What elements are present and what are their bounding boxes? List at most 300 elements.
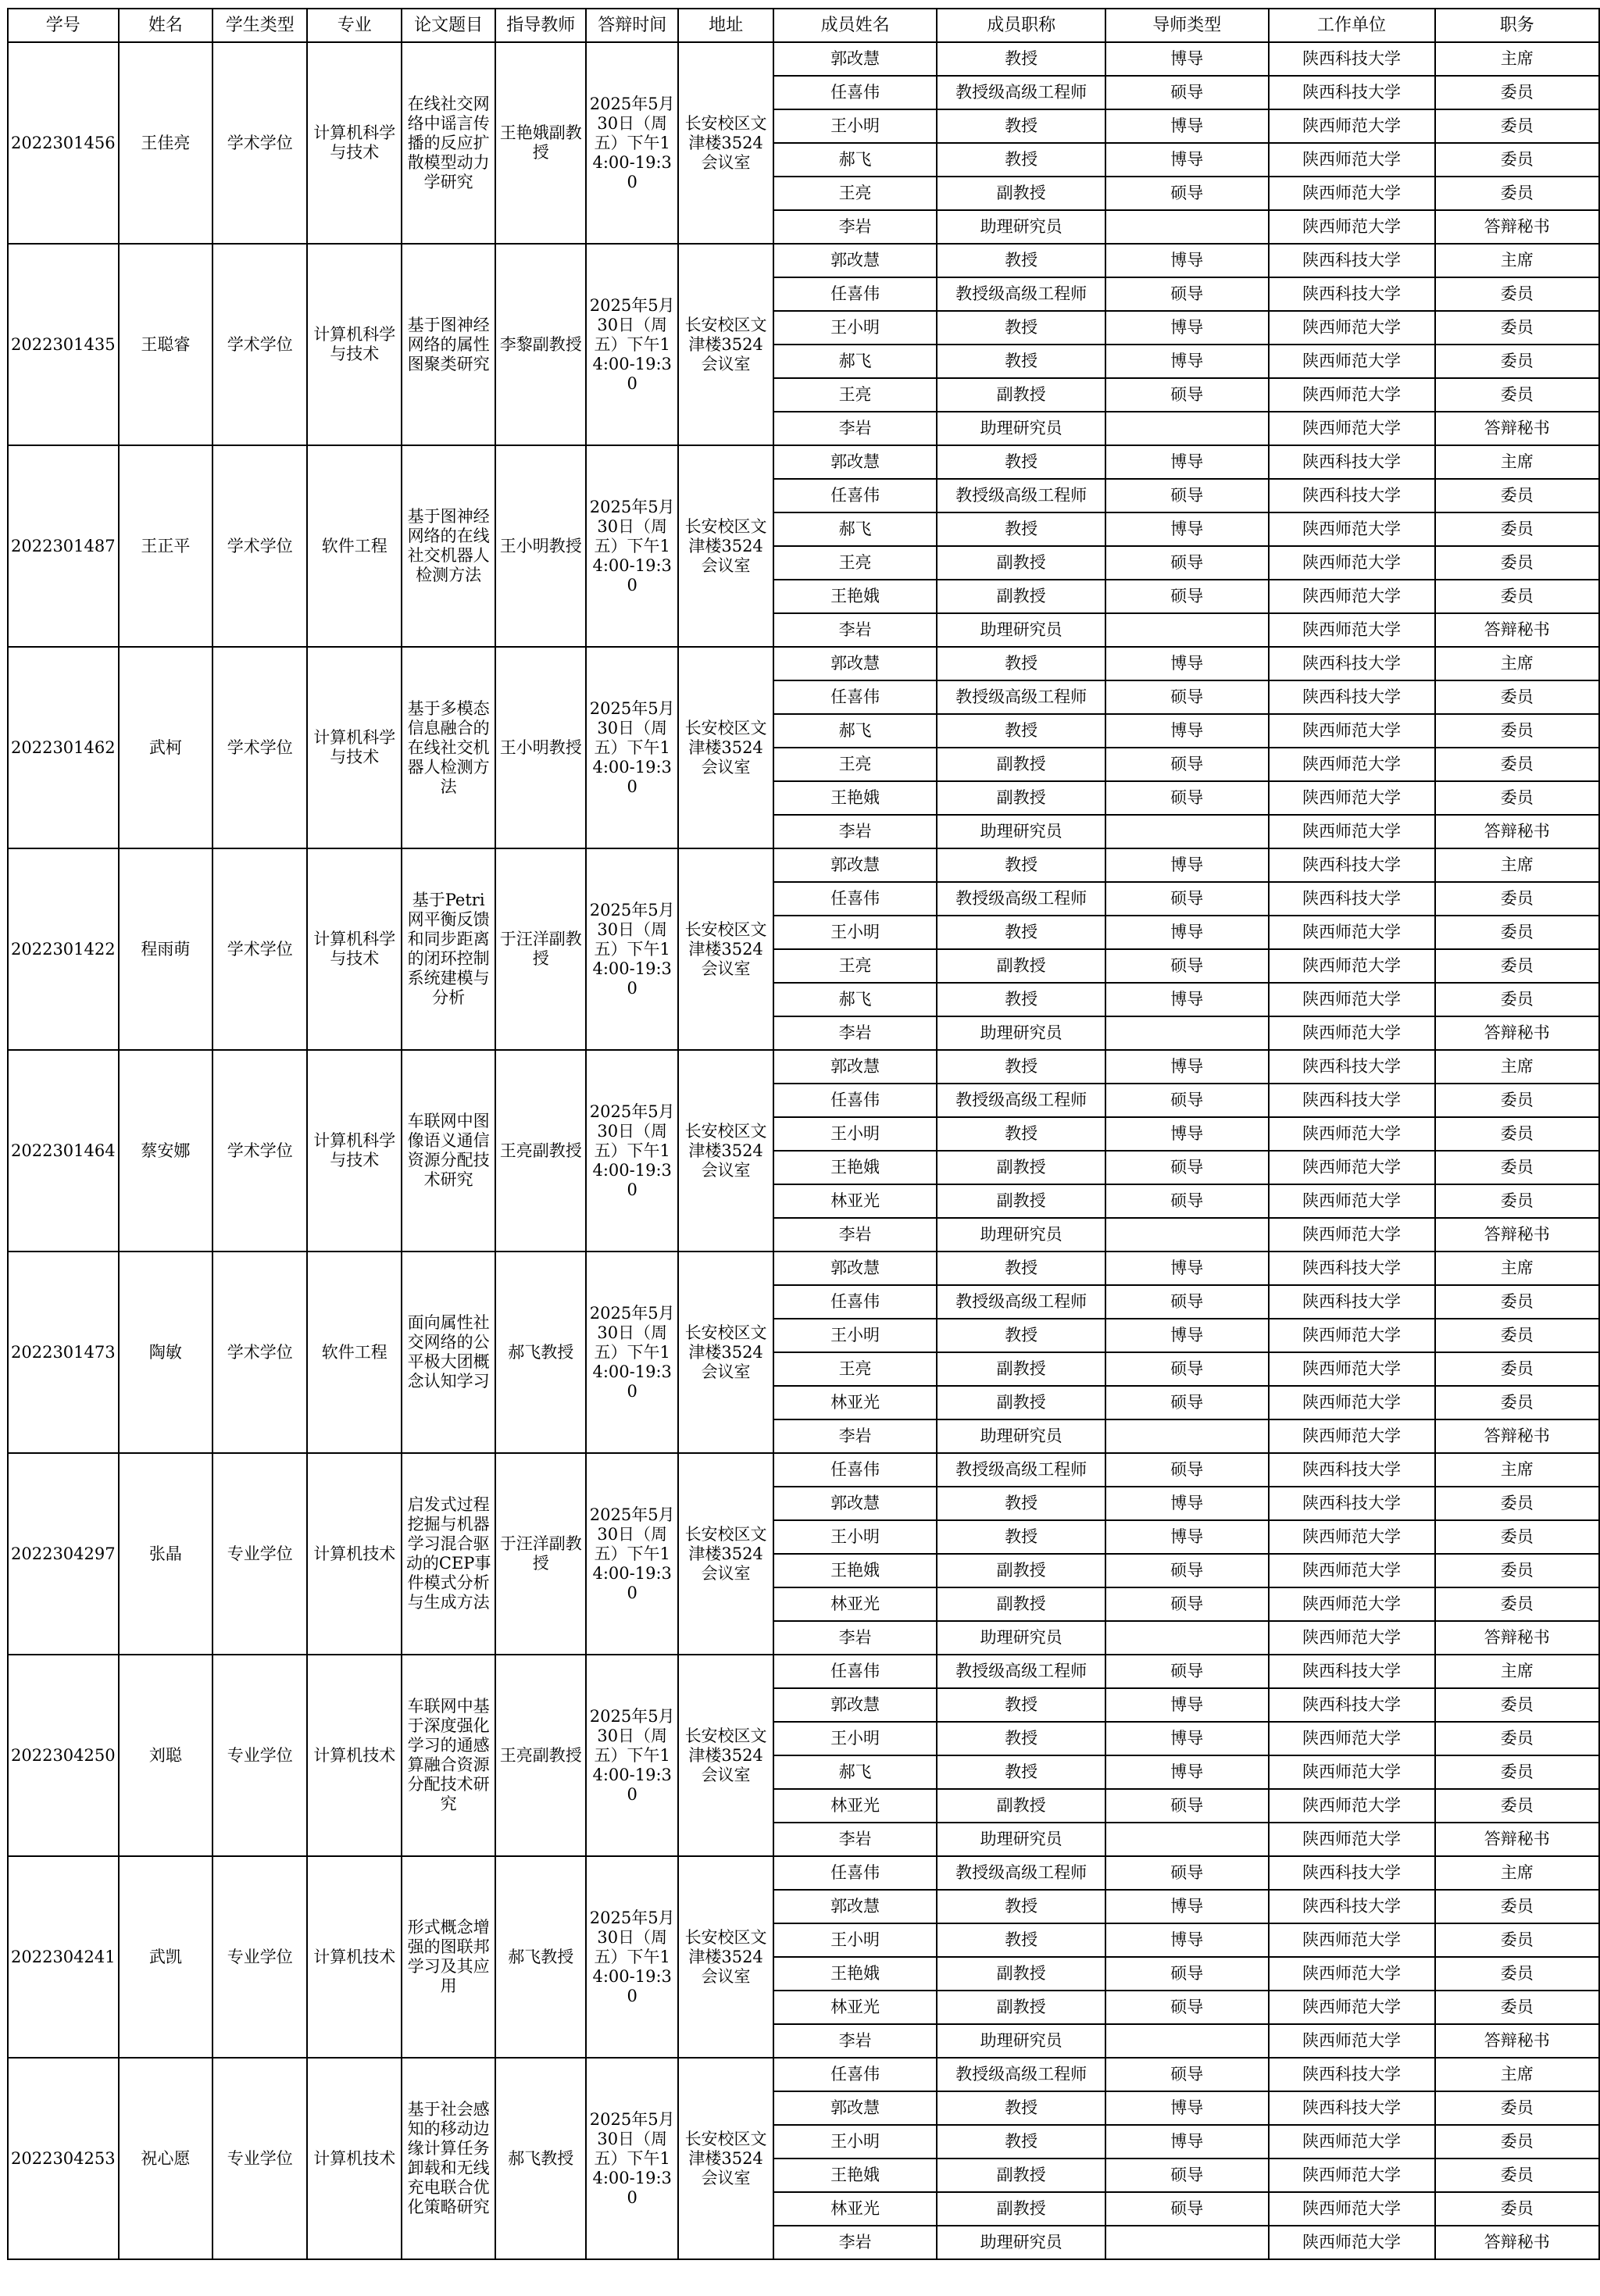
member-rank-cell: 教授 (937, 42, 1105, 76)
member-rank-cell: 教授级高级工程师 (937, 1285, 1105, 1319)
member-rank-cell: 副教授 (937, 1151, 1105, 1184)
advisor-cell: 王亮副教授 (495, 1050, 586, 1252)
member-rank-cell: 教授 (937, 1722, 1105, 1755)
member-rank-cell: 助理研究员 (937, 815, 1105, 848)
work-unit-cell: 陕西师范大学 (1269, 1419, 1435, 1453)
member-role-cell: 委员 (1435, 2159, 1599, 2192)
major-cell: 计算机科学与技术 (307, 848, 401, 1050)
tutor-type-cell: 硕导 (1105, 680, 1269, 714)
member-name-cell: 李岩 (773, 613, 938, 647)
tutor-type-cell: 硕导 (1105, 177, 1269, 210)
member-rank-cell: 教授 (937, 1252, 1105, 1285)
member-rank-cell: 教授 (937, 916, 1105, 949)
student-name-cell: 蔡安娜 (119, 1050, 212, 1252)
defense-time-cell: 2025年5月30日（周五）下午14:00-19:30 (586, 1453, 678, 1655)
student-id-cell: 2022304241 (8, 1856, 119, 2058)
defense-time-cell: 2025年5月30日（周五）下午14:00-19:30 (586, 42, 678, 244)
tutor-type-cell (1105, 1218, 1269, 1252)
student-name-cell: 武柯 (119, 647, 212, 848)
member-rank-cell: 助理研究员 (937, 2024, 1105, 2058)
student-name-cell: 王聪睿 (119, 244, 212, 445)
member-name-cell: 王艳娥 (773, 2159, 938, 2192)
student-row (8, 2058, 1599, 2091)
member-rank-cell: 教授级高级工程师 (937, 277, 1105, 311)
member-role-cell: 委员 (1435, 378, 1599, 412)
work-unit-cell: 陕西科技大学 (1269, 76, 1435, 109)
work-unit-cell: 陕西师范大学 (1269, 580, 1435, 613)
member-role-cell: 答辩秘书 (1435, 2226, 1599, 2259)
work-unit-cell: 陕西科技大学 (1269, 1050, 1435, 1084)
advisor-cell: 郝飞教授 (495, 1856, 586, 2058)
student-name-cell: 张晶 (119, 1453, 212, 1655)
member-role-cell: 委员 (1435, 1789, 1599, 1823)
member-name-cell: 王小明 (773, 1722, 938, 1755)
major-cell: 计算机科学与技术 (307, 647, 401, 848)
advisor-cell: 王小明教授 (495, 647, 586, 848)
major-cell: 计算机科学与技术 (307, 1050, 401, 1252)
thesis-title-cell: 车联网中图像语义通信资源分配技术研究 (402, 1050, 495, 1252)
student-row (8, 1050, 1599, 1084)
header-tutor-type: 导师类型 (1105, 9, 1269, 42)
address-cell: 长安校区文津楼3524会议室 (678, 647, 773, 848)
member-rank-cell: 副教授 (937, 2159, 1105, 2192)
member-role-cell: 委员 (1435, 1151, 1599, 1184)
thesis-title-cell: 面向属性社交网络的公平极大团概念认知学习 (402, 1252, 495, 1453)
member-rank-cell: 教授 (937, 647, 1105, 680)
member-role-cell: 答辩秘书 (1435, 1621, 1599, 1655)
member-rank-cell: 教授 (937, 1117, 1105, 1151)
header-row (8, 9, 1599, 42)
member-role-cell: 委员 (1435, 714, 1599, 748)
tutor-type-cell: 博导 (1105, 143, 1269, 177)
student-row (8, 244, 1599, 277)
member-name-cell: 任喜伟 (773, 1856, 938, 1890)
tutor-type-cell: 博导 (1105, 2091, 1269, 2125)
member-name-cell: 李岩 (773, 412, 938, 445)
tutor-type-cell (1105, 2226, 1269, 2259)
member-rank-cell: 助理研究员 (937, 1218, 1105, 1252)
tutor-type-cell: 硕导 (1105, 479, 1269, 512)
student-row (8, 1655, 1599, 1688)
student-id-cell: 2022301487 (8, 445, 119, 647)
work-unit-cell: 陕西师范大学 (1269, 1554, 1435, 1587)
work-unit-cell: 陕西师范大学 (1269, 1823, 1435, 1856)
member-name-cell: 郭改慧 (773, 1890, 938, 1923)
tutor-type-cell: 博导 (1105, 647, 1269, 680)
tutor-type-cell: 硕导 (1105, 76, 1269, 109)
member-rank-cell: 教授 (937, 1520, 1105, 1554)
member-rank-cell: 教授 (937, 1755, 1105, 1789)
student-type-cell: 学术学位 (212, 1252, 307, 1453)
member-name-cell: 李岩 (773, 1016, 938, 1050)
work-unit-cell: 陕西师范大学 (1269, 1923, 1435, 1957)
student-row (8, 647, 1599, 680)
schedule-body (8, 42, 1599, 2259)
tutor-type-cell: 博导 (1105, 1755, 1269, 1789)
work-unit-cell: 陕西科技大学 (1269, 1890, 1435, 1923)
member-name-cell: 任喜伟 (773, 76, 938, 109)
tutor-type-cell (1105, 1016, 1269, 1050)
member-name-cell: 王艳娥 (773, 1151, 938, 1184)
work-unit-cell: 陕西科技大学 (1269, 848, 1435, 882)
member-rank-cell: 教授级高级工程师 (937, 882, 1105, 916)
member-rank-cell: 助理研究员 (937, 1419, 1105, 1453)
work-unit-cell: 陕西师范大学 (1269, 2125, 1435, 2159)
member-name-cell: 郭改慧 (773, 1688, 938, 1722)
advisor-cell: 于汪洋副教授 (495, 1453, 586, 1655)
member-rank-cell: 副教授 (937, 949, 1105, 983)
tutor-type-cell: 硕导 (1105, 2058, 1269, 2091)
header-role: 职务 (1435, 9, 1599, 42)
member-role-cell: 委员 (1435, 1319, 1599, 1352)
member-rank-cell: 副教授 (937, 781, 1105, 815)
tutor-type-cell: 硕导 (1105, 1554, 1269, 1587)
tutor-type-cell: 硕导 (1105, 378, 1269, 412)
member-rank-cell: 教授级高级工程师 (937, 680, 1105, 714)
member-role-cell: 主席 (1435, 445, 1599, 479)
major-cell: 计算机技术 (307, 1856, 401, 2058)
work-unit-cell: 陕西师范大学 (1269, 1520, 1435, 1554)
defense-time-cell: 2025年5月30日（周五）下午14:00-19:30 (586, 647, 678, 848)
member-role-cell: 主席 (1435, 1252, 1599, 1285)
member-rank-cell: 副教授 (937, 177, 1105, 210)
work-unit-cell: 陕西科技大学 (1269, 2058, 1435, 2091)
member-role-cell: 委员 (1435, 277, 1599, 311)
tutor-type-cell: 硕导 (1105, 1386, 1269, 1419)
tutor-type-cell: 博导 (1105, 1050, 1269, 1084)
member-role-cell: 委员 (1435, 1084, 1599, 1117)
header-work-unit: 工作单位 (1269, 9, 1435, 42)
work-unit-cell: 陕西师范大学 (1269, 1319, 1435, 1352)
member-name-cell: 王亮 (773, 177, 938, 210)
tutor-type-cell (1105, 613, 1269, 647)
work-unit-cell: 陕西师范大学 (1269, 2024, 1435, 2058)
member-name-cell: 李岩 (773, 2024, 938, 2058)
member-role-cell: 委员 (1435, 1890, 1599, 1923)
member-role-cell: 委员 (1435, 1184, 1599, 1218)
work-unit-cell: 陕西师范大学 (1269, 714, 1435, 748)
work-unit-cell: 陕西师范大学 (1269, 1755, 1435, 1789)
member-name-cell: 郭改慧 (773, 1050, 938, 1084)
work-unit-cell: 陕西师范大学 (1269, 512, 1435, 546)
member-role-cell: 委员 (1435, 1722, 1599, 1755)
work-unit-cell: 陕西师范大学 (1269, 1117, 1435, 1151)
work-unit-cell: 陕西师范大学 (1269, 345, 1435, 378)
member-name-cell: 任喜伟 (773, 479, 938, 512)
member-name-cell: 林亚光 (773, 1991, 938, 2024)
member-name-cell: 任喜伟 (773, 1084, 938, 1117)
thesis-title-cell: 基于社会感知的移动边缘计算任务卸载和无线充电联合优化策略研究 (402, 2058, 495, 2259)
student-type-cell: 专业学位 (212, 1655, 307, 1856)
defense-time-cell: 2025年5月30日（周五）下午14:00-19:30 (586, 1050, 678, 1252)
member-name-cell: 王亮 (773, 378, 938, 412)
tutor-type-cell: 博导 (1105, 916, 1269, 949)
work-unit-cell: 陕西师范大学 (1269, 378, 1435, 412)
tutor-type-cell: 博导 (1105, 1923, 1269, 1957)
member-role-cell: 主席 (1435, 2058, 1599, 2091)
member-role-cell: 主席 (1435, 1655, 1599, 1688)
tutor-type-cell: 硕导 (1105, 1856, 1269, 1890)
member-rank-cell: 副教授 (937, 1587, 1105, 1621)
work-unit-cell: 陕西师范大学 (1269, 949, 1435, 983)
member-rank-cell: 教授 (937, 714, 1105, 748)
work-unit-cell: 陕西师范大学 (1269, 916, 1435, 949)
student-row (8, 1453, 1599, 1487)
member-role-cell: 委员 (1435, 781, 1599, 815)
member-name-cell: 林亚光 (773, 2192, 938, 2226)
tutor-type-cell: 硕导 (1105, 1352, 1269, 1386)
member-name-cell: 郝飞 (773, 345, 938, 378)
tutor-type-cell: 硕导 (1105, 2159, 1269, 2192)
advisor-cell: 王艳娥副教授 (495, 42, 586, 244)
member-rank-cell: 副教授 (937, 1554, 1105, 1587)
tutor-type-cell: 硕导 (1105, 546, 1269, 580)
member-name-cell: 林亚光 (773, 1587, 938, 1621)
header-name: 姓名 (119, 9, 212, 42)
member-name-cell: 李岩 (773, 1218, 938, 1252)
member-role-cell: 委员 (1435, 680, 1599, 714)
address-cell: 长安校区文津楼3524会议室 (678, 1856, 773, 2058)
thesis-title-cell: 启发式过程挖掘与机器学习混合驱动的CEP事件模式分析与生成方法 (402, 1453, 495, 1655)
work-unit-cell: 陕西科技大学 (1269, 1688, 1435, 1722)
member-role-cell: 主席 (1435, 848, 1599, 882)
work-unit-cell: 陕西师范大学 (1269, 1621, 1435, 1655)
work-unit-cell: 陕西科技大学 (1269, 2091, 1435, 2125)
header-defense-time: 答辩时间 (586, 9, 678, 42)
tutor-type-cell: 硕导 (1105, 1184, 1269, 1218)
work-unit-cell: 陕西师范大学 (1269, 143, 1435, 177)
work-unit-cell: 陕西师范大学 (1269, 1587, 1435, 1621)
defense-time-cell: 2025年5月30日（周五）下午14:00-19:30 (586, 1655, 678, 1856)
tutor-type-cell (1105, 2024, 1269, 2058)
student-row (8, 445, 1599, 479)
work-unit-cell: 陕西科技大学 (1269, 42, 1435, 76)
header-student-id: 学号 (8, 9, 119, 42)
member-role-cell: 委员 (1435, 546, 1599, 580)
work-unit-cell: 陕西师范大学 (1269, 815, 1435, 848)
student-id-cell: 2022301473 (8, 1252, 119, 1453)
member-role-cell: 主席 (1435, 1856, 1599, 1890)
student-id-cell: 2022301462 (8, 647, 119, 848)
member-rank-cell: 副教授 (937, 1386, 1105, 1419)
major-cell: 计算机技术 (307, 2058, 401, 2259)
member-role-cell: 委员 (1435, 882, 1599, 916)
major-cell: 计算机技术 (307, 1453, 401, 1655)
member-name-cell: 王小明 (773, 1117, 938, 1151)
member-rank-cell: 教授 (937, 109, 1105, 143)
member-role-cell: 委员 (1435, 983, 1599, 1016)
tutor-type-cell: 硕导 (1105, 1991, 1269, 2024)
student-id-cell: 2022304250 (8, 1655, 119, 1856)
member-name-cell: 李岩 (773, 2226, 938, 2259)
student-id-cell: 2022301435 (8, 244, 119, 445)
member-name-cell: 林亚光 (773, 1789, 938, 1823)
address-cell: 长安校区文津楼3524会议室 (678, 1252, 773, 1453)
member-rank-cell: 副教授 (937, 580, 1105, 613)
member-role-cell: 答辩秘书 (1435, 2024, 1599, 2058)
major-cell: 软件工程 (307, 445, 401, 647)
tutor-type-cell: 博导 (1105, 1688, 1269, 1722)
student-type-cell: 学术学位 (212, 1050, 307, 1252)
student-name-cell: 祝心愿 (119, 2058, 212, 2259)
member-name-cell: 郝飞 (773, 714, 938, 748)
member-name-cell: 李岩 (773, 815, 938, 848)
member-role-cell: 委员 (1435, 177, 1599, 210)
thesis-title-cell: 车联网中基于深度强化学习的通感算融合资源分配技术研究 (402, 1655, 495, 1856)
member-role-cell: 委员 (1435, 512, 1599, 546)
member-role-cell: 委员 (1435, 345, 1599, 378)
tutor-type-cell: 博导 (1105, 848, 1269, 882)
work-unit-cell: 陕西师范大学 (1269, 210, 1435, 244)
member-role-cell: 委员 (1435, 949, 1599, 983)
tutor-type-cell: 硕导 (1105, 748, 1269, 781)
member-name-cell: 王小明 (773, 1520, 938, 1554)
tutor-type-cell: 博导 (1105, 1252, 1269, 1285)
tutor-type-cell: 硕导 (1105, 1285, 1269, 1319)
member-name-cell: 郭改慧 (773, 244, 938, 277)
tutor-type-cell: 博导 (1105, 311, 1269, 345)
member-role-cell: 答辩秘书 (1435, 210, 1599, 244)
member-rank-cell: 副教授 (937, 1789, 1105, 1823)
work-unit-cell: 陕西科技大学 (1269, 479, 1435, 512)
advisor-cell: 郝飞教授 (495, 2058, 586, 2259)
work-unit-cell: 陕西师范大学 (1269, 781, 1435, 815)
member-role-cell: 委员 (1435, 1487, 1599, 1520)
defense-schedule-table (7, 8, 1600, 2260)
advisor-cell: 郝飞教授 (495, 1252, 586, 1453)
work-unit-cell: 陕西师范大学 (1269, 1957, 1435, 1991)
header-member-rank: 成员职称 (937, 9, 1105, 42)
member-rank-cell: 教授级高级工程师 (937, 479, 1105, 512)
member-role-cell: 委员 (1435, 311, 1599, 345)
member-rank-cell: 教授 (937, 2125, 1105, 2159)
address-cell: 长安校区文津楼3524会议室 (678, 244, 773, 445)
member-name-cell: 任喜伟 (773, 1655, 938, 1688)
work-unit-cell: 陕西科技大学 (1269, 277, 1435, 311)
tutor-type-cell: 硕导 (1105, 1453, 1269, 1487)
student-name-cell: 刘聪 (119, 1655, 212, 1856)
member-role-cell: 委员 (1435, 2192, 1599, 2226)
work-unit-cell: 陕西师范大学 (1269, 1016, 1435, 1050)
member-role-cell: 委员 (1435, 916, 1599, 949)
address-cell: 长安校区文津楼3524会议室 (678, 848, 773, 1050)
member-role-cell: 主席 (1435, 1050, 1599, 1084)
member-name-cell: 郭改慧 (773, 42, 938, 76)
member-role-cell: 委员 (1435, 143, 1599, 177)
work-unit-cell: 陕西科技大学 (1269, 1856, 1435, 1890)
member-name-cell: 李岩 (773, 1823, 938, 1856)
member-role-cell: 主席 (1435, 1453, 1599, 1487)
member-name-cell: 王亮 (773, 949, 938, 983)
member-role-cell: 委员 (1435, 1923, 1599, 1957)
defense-time-cell: 2025年5月30日（周五）下午14:00-19:30 (586, 1856, 678, 2058)
member-name-cell: 李岩 (773, 1621, 938, 1655)
work-unit-cell: 陕西科技大学 (1269, 1285, 1435, 1319)
advisor-cell: 李黎副教授 (495, 244, 586, 445)
student-type-cell: 学术学位 (212, 848, 307, 1050)
tutor-type-cell: 博导 (1105, 42, 1269, 76)
tutor-type-cell: 博导 (1105, 1520, 1269, 1554)
tutor-type-cell: 硕导 (1105, 277, 1269, 311)
student-type-cell: 学术学位 (212, 42, 307, 244)
work-unit-cell: 陕西师范大学 (1269, 613, 1435, 647)
member-name-cell: 王小明 (773, 2125, 938, 2159)
tutor-type-cell: 硕导 (1105, 580, 1269, 613)
member-rank-cell: 教授 (937, 244, 1105, 277)
thesis-title-cell: 形式概念增强的图联邦学习及其应用 (402, 1856, 495, 2058)
work-unit-cell: 陕西科技大学 (1269, 1084, 1435, 1117)
member-name-cell: 郭改慧 (773, 1487, 938, 1520)
work-unit-cell: 陕西师范大学 (1269, 1789, 1435, 1823)
work-unit-cell: 陕西科技大学 (1269, 1655, 1435, 1688)
tutor-type-cell (1105, 1621, 1269, 1655)
member-role-cell: 委员 (1435, 1587, 1599, 1621)
member-role-cell: 委员 (1435, 2091, 1599, 2125)
work-unit-cell: 陕西科技大学 (1269, 1487, 1435, 1520)
tutor-type-cell: 硕导 (1105, 1957, 1269, 1991)
major-cell: 软件工程 (307, 1252, 401, 1453)
tutor-type-cell: 博导 (1105, 983, 1269, 1016)
thesis-title-cell: 在线社交网络中谣言传播的反应扩散模型动力学研究 (402, 42, 495, 244)
member-name-cell: 郭改慧 (773, 647, 938, 680)
member-rank-cell: 教授 (937, 1890, 1105, 1923)
work-unit-cell: 陕西师范大学 (1269, 109, 1435, 143)
tutor-type-cell: 硕导 (1105, 1587, 1269, 1621)
work-unit-cell: 陕西师范大学 (1269, 983, 1435, 1016)
member-role-cell: 委员 (1435, 1386, 1599, 1419)
member-name-cell: 李岩 (773, 1419, 938, 1453)
member-rank-cell: 教授 (937, 983, 1105, 1016)
tutor-type-cell (1105, 815, 1269, 848)
defense-time-cell: 2025年5月30日（周五）下午14:00-19:30 (586, 2058, 678, 2259)
work-unit-cell: 陕西科技大学 (1269, 244, 1435, 277)
thesis-title-cell: 基于图神经网络的属性图聚类研究 (402, 244, 495, 445)
tutor-type-cell: 博导 (1105, 1487, 1269, 1520)
member-name-cell: 王亮 (773, 546, 938, 580)
tutor-type-cell: 硕导 (1105, 2192, 1269, 2226)
tutor-type-cell: 硕导 (1105, 1789, 1269, 1823)
member-name-cell: 任喜伟 (773, 882, 938, 916)
work-unit-cell: 陕西师范大学 (1269, 1991, 1435, 2024)
student-type-cell: 学术学位 (212, 647, 307, 848)
member-role-cell: 答辩秘书 (1435, 412, 1599, 445)
student-type-cell: 专业学位 (212, 2058, 307, 2259)
member-name-cell: 王亮 (773, 748, 938, 781)
tutor-type-cell (1105, 1419, 1269, 1453)
work-unit-cell: 陕西师范大学 (1269, 1386, 1435, 1419)
work-unit-cell: 陕西科技大学 (1269, 647, 1435, 680)
member-rank-cell: 教授 (937, 2091, 1105, 2125)
member-name-cell: 王小明 (773, 311, 938, 345)
work-unit-cell: 陕西师范大学 (1269, 2226, 1435, 2259)
student-id-cell: 2022304297 (8, 1453, 119, 1655)
member-role-cell: 答辩秘书 (1435, 1419, 1599, 1453)
student-id-cell: 2022301464 (8, 1050, 119, 1252)
work-unit-cell: 陕西师范大学 (1269, 412, 1435, 445)
member-rank-cell: 教授级高级工程师 (937, 1655, 1105, 1688)
tutor-type-cell: 博导 (1105, 714, 1269, 748)
member-rank-cell: 副教授 (937, 2192, 1105, 2226)
work-unit-cell: 陕西科技大学 (1269, 882, 1435, 916)
work-unit-cell: 陕西师范大学 (1269, 546, 1435, 580)
tutor-type-cell: 博导 (1105, 345, 1269, 378)
member-rank-cell: 教授级高级工程师 (937, 1084, 1105, 1117)
tutor-type-cell (1105, 1823, 1269, 1856)
member-role-cell: 答辩秘书 (1435, 815, 1599, 848)
member-name-cell: 郝飞 (773, 1755, 938, 1789)
member-rank-cell: 教授 (937, 311, 1105, 345)
member-rank-cell: 教授级高级工程师 (937, 1856, 1105, 1890)
